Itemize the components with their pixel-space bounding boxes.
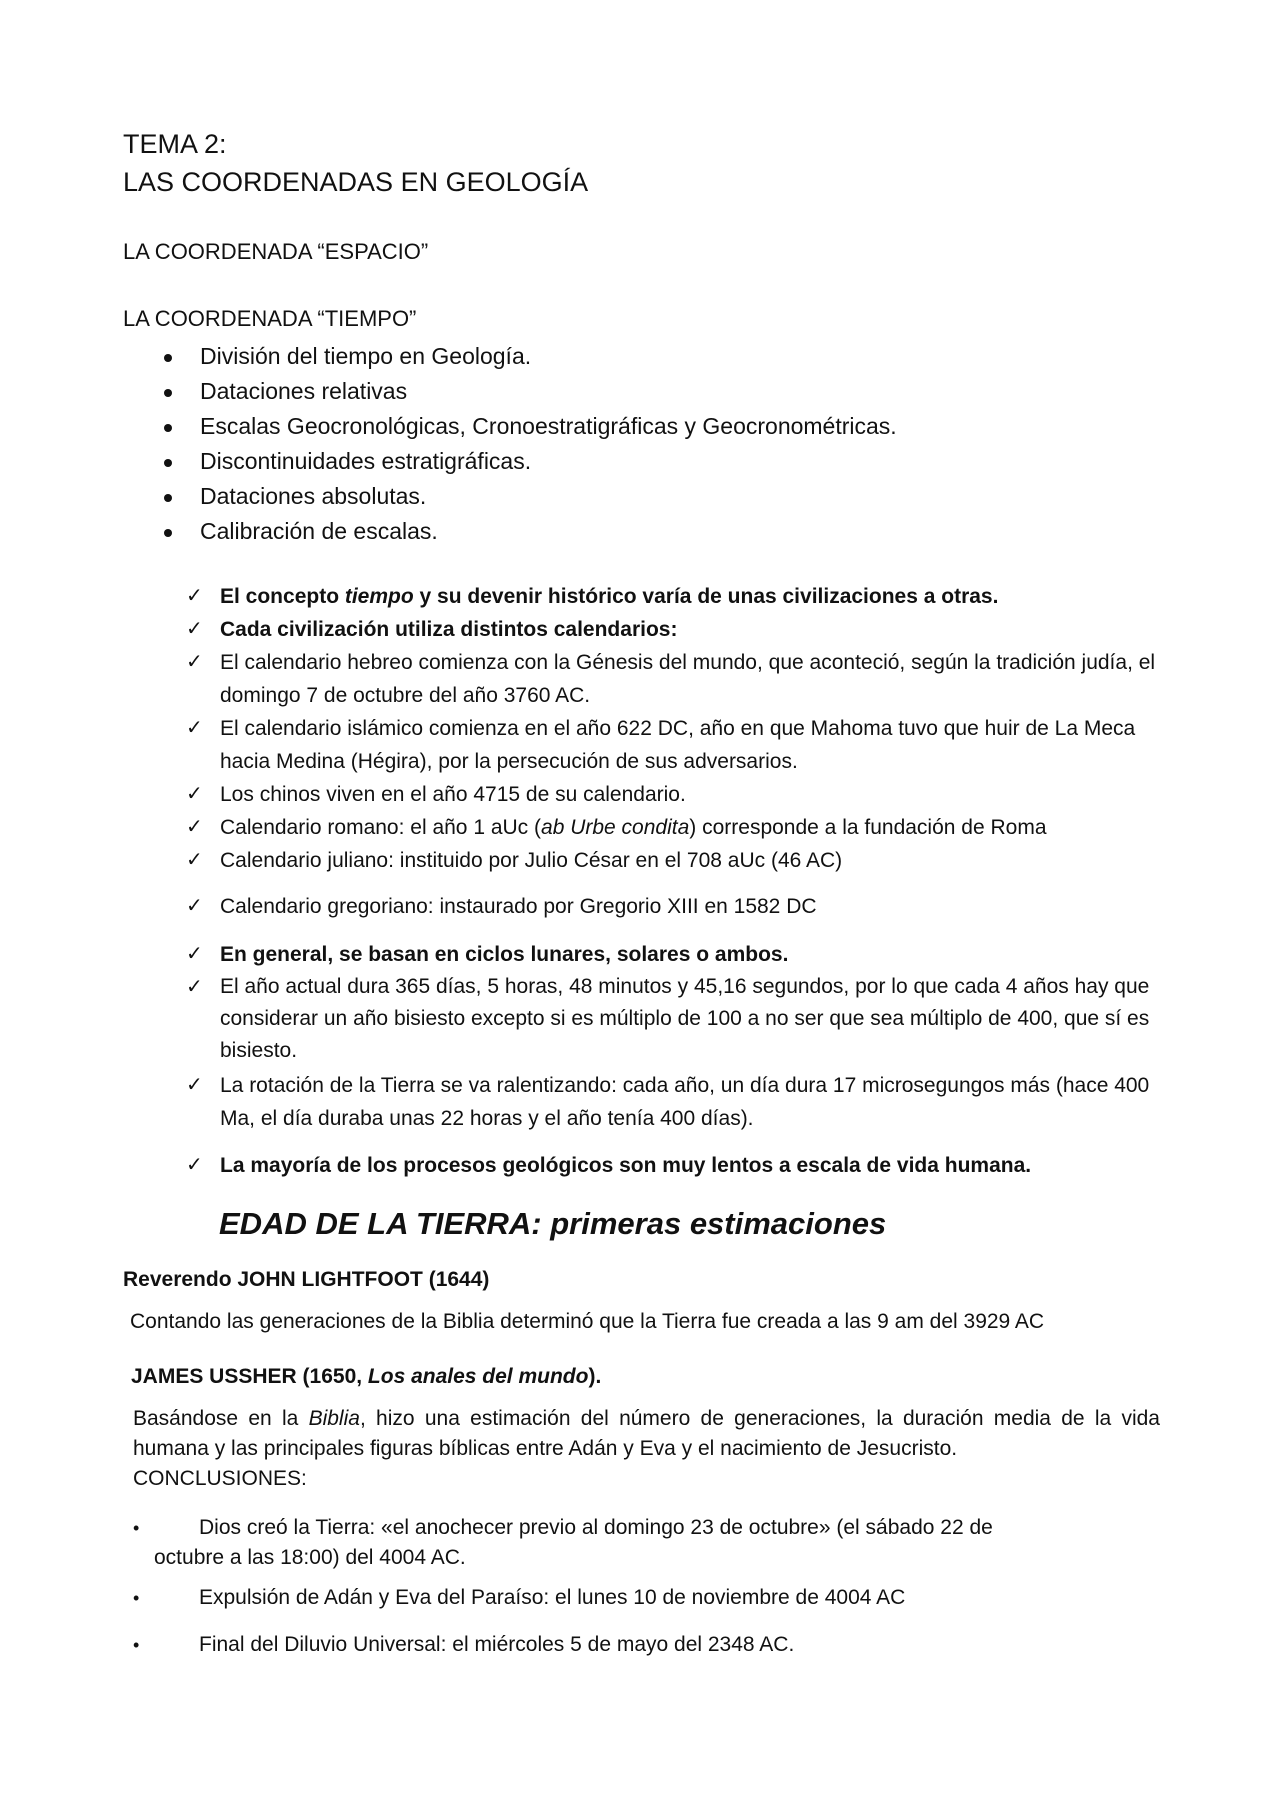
checkmark-icon: ✓ — [186, 849, 203, 871]
conclusiones-label: CONCLUSIONES: — [133, 1467, 307, 1490]
bullet-dot-icon — [164, 424, 172, 432]
checkmark-icon: ✓ — [186, 783, 203, 805]
edad-heading: EDAD DE LA TIERRA: primeras estimaciones — [219, 1206, 887, 1241]
checkmark-icon: ✓ — [186, 1074, 203, 1096]
list-item: Dataciones relativas — [160, 374, 1210, 409]
check-item-2: Cada civilización utiliza distintos calendarios: — [220, 618, 678, 641]
bullet-icon: • — [133, 1588, 140, 1608]
checkmark-icon: ✓ — [186, 585, 203, 607]
bullet-dot-icon — [164, 354, 172, 362]
check-item-9: En general, se basan en ciclos lunares, solares o ambos. — [220, 943, 789, 966]
checkmark-icon: ✓ — [186, 717, 203, 739]
check-item-1: El concepto tiempo y su devenir histórico varía de unas civilizaciones a otras. — [220, 585, 999, 608]
lightfoot-title: Reverendo JOHN LIGHTFOOT (1644) — [123, 1268, 490, 1291]
list-item: Dataciones absolutas. — [160, 479, 1210, 514]
lightfoot-text: Contando las generaciones de la Biblia determinó que la Tierra fue creada a las 9 am del 3929 AC — [130, 1310, 1045, 1333]
conclusion-1-line1: Dios creó la Tierra: «el anochecer previo al domingo 23 de octubre» (el sábado 22 de — [199, 1516, 993, 1539]
bullet-icon: • — [133, 1518, 140, 1538]
ussher-title: JAMES USSHER (1650, Los anales del mundo). — [131, 1365, 602, 1388]
bullet-dot-icon — [164, 494, 172, 502]
check-item-6: Calendario romano: el año 1 aUc (ab Urbe condita) corresponde a la fundación de Roma — [220, 816, 1047, 839]
check-item-11: La rotación de la Tierra se va ralentizando: cada año, un día dura 17 microsegungos más (hace 400 Ma, el día duraba unas 22 horas y el año tenía 400 días). — [220, 1074, 1150, 1130]
check-item-4: El calendario islámico comienza en el año 622 DC, año en que Mahoma tuvo que huir de La Meca hacia Medina (Hégira), por la persecución de sus adversarios. — [220, 717, 1136, 773]
conclusion-3: Final del Diluvio Universal: el miércoles 5 de mayo del 2348 AC. — [199, 1633, 795, 1656]
check-item-8: Calendario gregoriano: instaurado por Gregorio XIII en 1582 DC — [220, 895, 817, 918]
conclusion-1-line2: octubre a las 18:00) del 4004 AC. — [154, 1546, 466, 1569]
check-item-5: Los chinos viven en el año 4715 de su calendario. — [220, 783, 686, 806]
checkmark-icon: ✓ — [186, 943, 203, 965]
checkmark-icon: ✓ — [186, 816, 203, 838]
checkmark-icon: ✓ — [186, 895, 203, 917]
list-item: División del tiempo en Geología. — [160, 339, 1210, 374]
tiempo-list — [160, 339, 1210, 549]
bullet-dot-icon — [164, 459, 172, 467]
checkmark-icon: ✓ — [186, 651, 203, 673]
section-espacio: LA COORDENADA “ESPACIO” — [123, 239, 429, 264]
check-item-12: La mayoría de los procesos geológicos son muy lentos a escala de vida humana. — [220, 1154, 1032, 1177]
list-item: Discontinuidades estratigráficas. — [160, 444, 1210, 479]
doc-title-line2: LAS COORDENADAS EN GEOLOGÍA — [123, 167, 589, 197]
section-tiempo: LA COORDENADA “TIEMPO” — [123, 306, 417, 331]
ussher-text: Basándose en la Biblia, hizo una estimación del número de generaciones, la duración media de la vida humana y las principales figuras bíblicas entre Adán y Eva y el nacimiento de Jesucristo. — [133, 1407, 1160, 1460]
doc-title-line1: TEMA 2: — [123, 129, 227, 159]
list-item: Calibración de escalas. — [160, 514, 1210, 549]
check-item-10: El año actual dura 365 días, 5 horas, 48 minutos y 45,16 segundos, por lo que cada 4 años hay que considerar un año bisiesto excepto si es múltiplo de 100 a no ser que sea múltiplo de 400, que sí es bisiesto. — [220, 975, 1150, 1062]
checkmark-icon: ✓ — [186, 1154, 203, 1176]
bullet-dot-icon — [164, 529, 172, 537]
checkmark-icon: ✓ — [186, 618, 203, 640]
checkmark-icon: ✓ — [186, 976, 203, 998]
list-item: Escalas Geocronológicas, Cronoestratigráficas y Geocronométricas. — [160, 409, 1210, 444]
bullet-dot-icon — [164, 389, 172, 397]
conclusion-2: Expulsión de Adán y Eva del Paraíso: el lunes 10 de noviembre de 4004 AC — [199, 1586, 906, 1609]
check-item-3: El calendario hebreo comienza con la Génesis del mundo, que aconteció, según la tradición judía, el domingo 7 de octubre del año 3760 AC. — [220, 651, 1156, 707]
check-item-7: Calendario juliano: instituido por Julio César en el 708 aUc (46 AC) — [220, 849, 843, 872]
bullet-icon: • — [133, 1635, 140, 1655]
